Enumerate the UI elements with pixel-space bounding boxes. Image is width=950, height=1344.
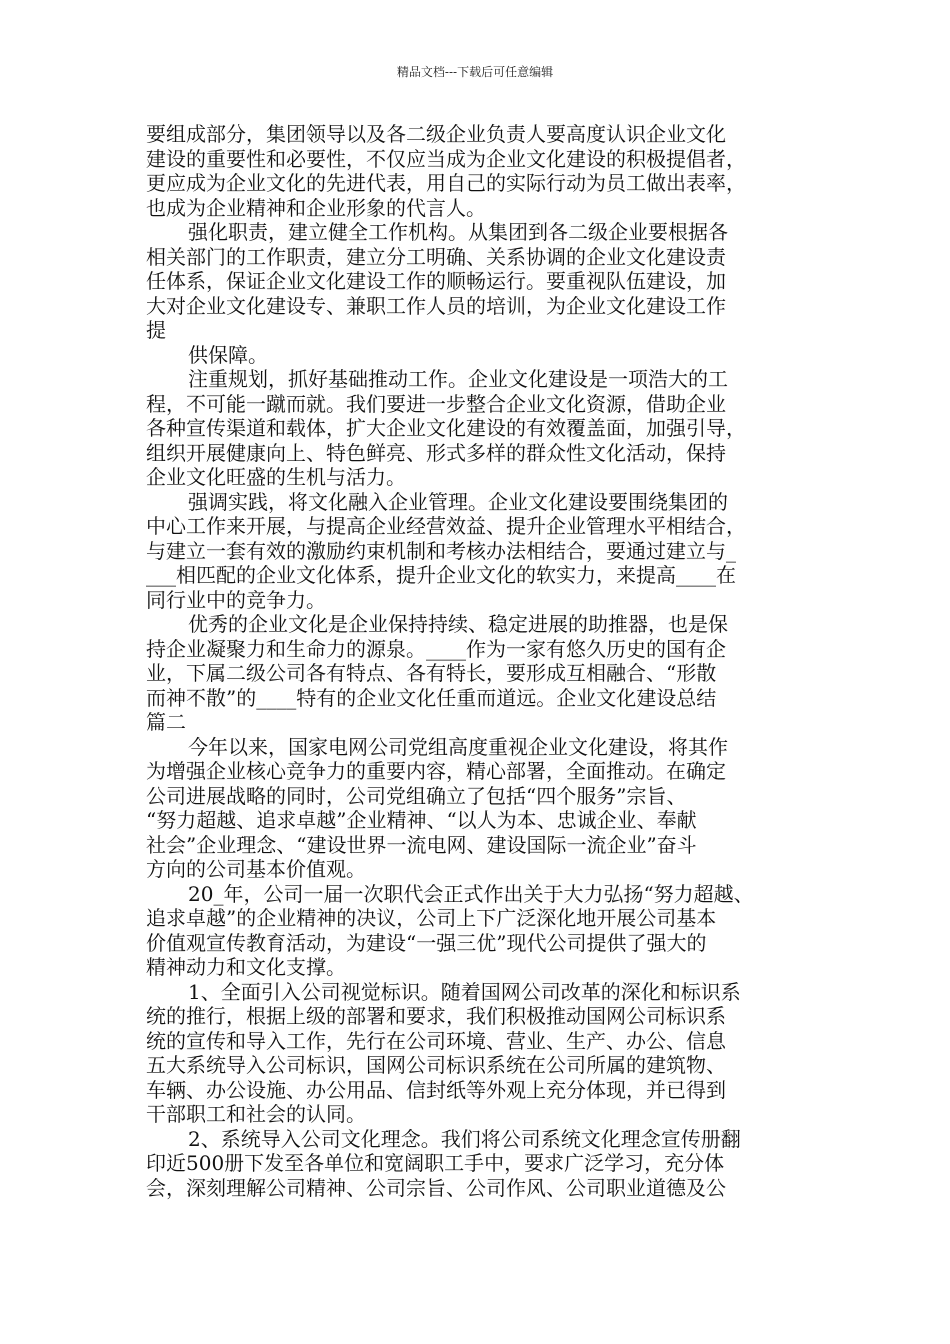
document-body bbox=[146, 122, 811, 1200]
text-line: 组织开展健康向上、特色鲜亮、形式多样的群众性文化活动，保持 bbox=[146, 440, 726, 465]
text-line: 精神动力和文化支撑。 bbox=[146, 955, 346, 979]
text-line: 持企业凝聚力和生命力的源泉。____作为一家有悠久历史的国有企 bbox=[146, 636, 726, 661]
text-line: 公司进展战略的同时，公司党组确立了包括“四个服务”宗旨、 bbox=[146, 783, 687, 808]
text-line: 提 bbox=[146, 318, 166, 342]
text-line: 20_年，公司一届一次职代会正式作出关于大力弘扬“努力超越、 bbox=[188, 881, 754, 906]
text-line: 强调实践，将文化融入企业管理。企业文化建设要围绕集团的 bbox=[188, 489, 728, 514]
text-line: 印近500册下发至各单位和宽阔职工手中，要求广泛学习，充分体 bbox=[146, 1151, 725, 1175]
text-line: 供保障。 bbox=[188, 342, 268, 367]
text-line: 干部职工和社会的认同。 bbox=[146, 1102, 366, 1126]
text-line: 1、全面引入公司视觉标识。随着国网公司改革的深化和标识系 bbox=[188, 979, 741, 1004]
text-line: 为增强企业核心竞争力的重要内容，精心部署，全面推动。在确定 bbox=[146, 759, 726, 783]
text-line: 建设的重要性和必要性，不仅应当成为企业文化建设的积极提倡者， bbox=[146, 146, 746, 171]
text-line: 同行业中的竞争力。 bbox=[146, 587, 326, 612]
text-line: 强化职责，建立健全工作机构。从集团到各二级企业要根据各 bbox=[188, 220, 728, 244]
text-line: 要组成部分，集团领导以及各二级企业负责人要高度认识企业文化 bbox=[146, 122, 726, 146]
text-line: 中心工作来开展，与提高企业经营效益、提升企业管理水平相结合， bbox=[146, 514, 746, 538]
text-line: 统的推行，根据上级的部署和要求，我们积极推动国网公司标识系 bbox=[146, 1004, 726, 1028]
text-line: 各种宣传渠道和载体，扩大企业文化建设的有效覆盖面，加强引导， bbox=[146, 416, 746, 440]
text-line: 程，不可能一蹴而就。我们要进一步整合企业文化资源，借助企业 bbox=[146, 391, 726, 416]
text-line: 方向的公司基本价值观。 bbox=[146, 857, 366, 881]
text-line: 社会”企业理念、“建设世界一流电网、建设国际一流企业”奋斗 bbox=[146, 832, 697, 857]
text-line: 注重规划，抓好基础推动工作。企业文化建设是一项浩大的工 bbox=[188, 367, 728, 391]
text-line: 大对企业文化建设专、兼职工作人员的培训，为企业文化建设工作 bbox=[146, 293, 726, 318]
text-line: 优秀的企业文化是企业保持持续、稳定进展的助推器，也是保 bbox=[188, 612, 728, 636]
text-line: 篇二 bbox=[146, 710, 186, 734]
text-line: 企业文化旺盛的生机与活力。 bbox=[146, 465, 406, 489]
text-line: ___相匹配的企业文化体系，提升企业文化的软实力，来提高____在 bbox=[146, 563, 736, 587]
text-line: 五大系统导入公司标识，国网公司标识系统在公司所属的建筑物、 bbox=[146, 1053, 726, 1077]
text-line: 任体系，保证企业文化建设工作的顺畅运行。要重视队伍建设，加 bbox=[146, 269, 726, 293]
text-line: 与建立一套有效的激励约束机制和考核办法相结合，要通过建立与_ bbox=[146, 538, 736, 563]
text-line: 业，下属二级公司各有特点、各有特长，要形成互相融合、“形散 bbox=[146, 661, 717, 685]
text-line: 车辆、办公设施、办公用品、信封纸等外观上充分体现，并已得到 bbox=[146, 1077, 726, 1102]
text-line: 统的宣传和导入工作，先行在公司环境、营业、生产、办公、信息 bbox=[146, 1028, 726, 1053]
page-header: 精品文档---下载后可任意编辑 bbox=[396, 65, 554, 79]
text-line: 也成为企业精神和企业形象的代言人。 bbox=[146, 195, 486, 220]
text-line: 会，深刻理解公司精神、公司宗旨、公司作风、公司职业道德及公 bbox=[146, 1175, 726, 1200]
text-line: 而神不散”的____特有的企业文化任重而道远。企业文化建设总结 bbox=[146, 685, 717, 710]
text-line: 今年以来，国家电网公司党组高度重视企业文化建设，将其作 bbox=[188, 734, 728, 759]
text-line: 追求卓越”的企业精神的决议，公司上下广泛深化地开展公司基本 bbox=[146, 906, 717, 930]
text-line: “努力超越、追求卓越”企业精神、“以人为本、忠诚企业、奉献 bbox=[146, 808, 697, 832]
text-line: 更应成为企业文化的先进代表，用自己的实际行动为员工做出表率， bbox=[146, 171, 746, 195]
text-line: 相关部门的工作职责，建立分工明确、关系协调的企业文化建设责 bbox=[146, 244, 726, 269]
text-line: 2、系统导入公司文化理念。我们将公司系统文化理念宣传册翻 bbox=[188, 1126, 741, 1151]
text-line: 价值观宣传教育活动，为建设“一强三优”现代公司提供了强大的 bbox=[146, 930, 707, 955]
